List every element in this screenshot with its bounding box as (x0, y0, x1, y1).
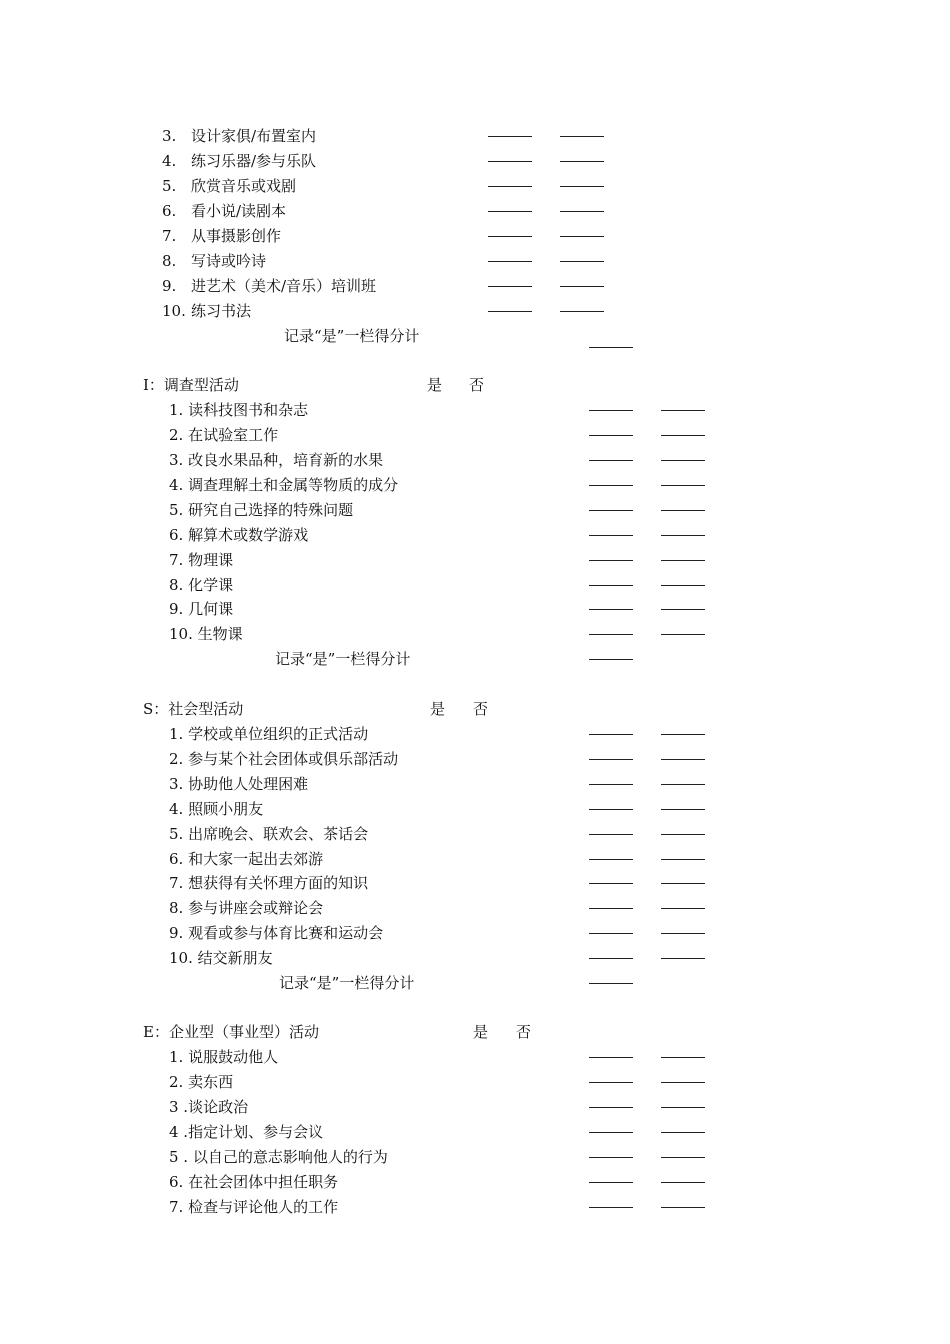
yes-blank[interactable] (488, 186, 532, 187)
yes-blank[interactable] (589, 410, 633, 411)
item-number: 4. (162, 152, 177, 170)
no-blank[interactable] (661, 460, 705, 461)
score-label: 记录“是”一栏得分计 (275, 650, 411, 668)
item-text: 8. 参与讲座会或辩论会 (169, 899, 324, 917)
no-blank[interactable] (661, 734, 705, 735)
yes-blank[interactable] (589, 485, 633, 486)
item-text: 6. 解算术或数学游戏 (169, 526, 309, 544)
item-text: 4 .指定计划、参与会议 (169, 1123, 324, 1141)
item-text: 1. 说服鼓动他人 (169, 1048, 279, 1066)
item-text: 6. 在社会团体中担任职务 (169, 1173, 339, 1191)
yes-blank[interactable] (589, 734, 633, 735)
no-blank[interactable] (560, 211, 604, 212)
yes-blank[interactable] (488, 136, 532, 137)
item-text: 9. 观看或参与体育比赛和运动会 (169, 924, 384, 942)
no-blank[interactable] (661, 634, 705, 635)
yes-blank[interactable] (589, 560, 633, 561)
item-text: 设计家俱/布置室内 (191, 127, 317, 145)
yes-blank[interactable] (589, 634, 633, 635)
yes-blank[interactable] (589, 908, 633, 909)
no-blank[interactable] (661, 933, 705, 934)
yes-column-header: 是 (430, 700, 446, 718)
yes-blank[interactable] (488, 236, 532, 237)
yes-blank[interactable] (589, 1107, 633, 1108)
item-number: 7. (162, 227, 177, 245)
no-blank[interactable] (661, 958, 705, 959)
no-blank[interactable] (661, 784, 705, 785)
item-text: 欣赏音乐或戏剧 (191, 177, 297, 195)
yes-blank[interactable] (589, 1157, 633, 1158)
yes-blank[interactable] (589, 460, 633, 461)
no-blank[interactable] (661, 1182, 705, 1183)
section-heading: S：社会型活动 (143, 700, 244, 718)
no-blank[interactable] (560, 286, 604, 287)
yes-blank[interactable] (589, 535, 633, 536)
no-blank[interactable] (661, 1132, 705, 1133)
yes-blank[interactable] (589, 759, 633, 760)
no-blank[interactable] (560, 261, 604, 262)
item-text: 5. 研究自己选择的特殊问题 (169, 501, 354, 519)
item-text: 2. 卖东西 (169, 1073, 234, 1091)
no-blank[interactable] (661, 859, 705, 860)
section-heading: I：调查型活动 (143, 376, 239, 394)
item-text: 7. 物理课 (169, 551, 234, 569)
item-number: 10. (162, 302, 186, 320)
yes-blank[interactable] (488, 311, 532, 312)
item-number: 5. (162, 177, 177, 195)
no-blank[interactable] (661, 1057, 705, 1058)
yes-blank[interactable] (589, 435, 633, 436)
item-text: 2. 在试验室工作 (169, 426, 279, 444)
yes-blank[interactable] (488, 286, 532, 287)
yes-blank[interactable] (589, 1082, 633, 1083)
yes-blank[interactable] (589, 609, 633, 610)
yes-blank[interactable] (488, 261, 532, 262)
item-text: 进艺术（美术/音乐）培训班 (191, 277, 377, 295)
no-blank[interactable] (661, 1107, 705, 1108)
item-text: 9. 几何课 (169, 600, 234, 618)
item-text: 1. 读科技图书和杂志 (169, 401, 309, 419)
yes-blank[interactable] (589, 933, 633, 934)
yes-blank[interactable] (589, 809, 633, 810)
item-text: 7. 检查与评论他人的工作 (169, 1198, 339, 1216)
item-text: 2. 参与某个社会团体或俱乐部活动 (169, 750, 399, 768)
score-blank[interactable] (589, 347, 633, 348)
score-label: 记录“是”一栏得分计 (284, 327, 420, 345)
item-text: 4. 照顾小朋友 (169, 800, 264, 818)
no-blank[interactable] (661, 435, 705, 436)
no-blank[interactable] (661, 410, 705, 411)
yes-blank[interactable] (589, 958, 633, 959)
item-text: 3. 协助他人处理困难 (169, 775, 309, 793)
yes-blank[interactable] (589, 1182, 633, 1183)
item-text: 10. 生物课 (169, 625, 243, 643)
yes-column-header: 是 (427, 376, 443, 394)
item-text: 看小说/读剧本 (191, 202, 287, 220)
no-blank[interactable] (560, 161, 604, 162)
no-blank[interactable] (560, 136, 604, 137)
no-blank[interactable] (560, 236, 604, 237)
item-number: 3. (162, 127, 177, 145)
item-number: 6. (162, 202, 177, 220)
yes-blank[interactable] (589, 510, 633, 511)
yes-blank[interactable] (488, 211, 532, 212)
item-number: 9. (162, 277, 177, 295)
no-blank[interactable] (661, 1082, 705, 1083)
yes-blank[interactable] (589, 1057, 633, 1058)
no-blank[interactable] (661, 535, 705, 536)
no-blank[interactable] (661, 485, 705, 486)
item-text: 10. 结交新朋友 (169, 949, 273, 967)
item-text: 写诗或吟诗 (191, 252, 267, 270)
item-text: 练习书法 (191, 302, 252, 320)
no-column-header: 否 (469, 376, 485, 394)
score-blank[interactable] (589, 983, 633, 984)
item-text: 1. 学校或单位组织的正式活动 (169, 725, 369, 743)
no-blank[interactable] (661, 1207, 705, 1208)
item-text: 6. 和大家一起出去郊游 (169, 850, 324, 868)
item-text: 3 .谈论政治 (169, 1098, 249, 1116)
no-blank[interactable] (661, 883, 705, 884)
item-text: 8. 化学课 (169, 576, 234, 594)
yes-column-header: 是 (473, 1023, 489, 1041)
item-text: 7. 想获得有关怀理方面的知识 (169, 874, 369, 892)
item-text: 4. 调查理解土和金属等物质的成分 (169, 476, 399, 494)
no-blank[interactable] (560, 186, 604, 187)
no-blank[interactable] (661, 585, 705, 586)
no-column-header: 否 (473, 700, 489, 718)
yes-blank[interactable] (589, 834, 633, 835)
yes-blank[interactable] (589, 1207, 633, 1208)
yes-blank[interactable] (589, 859, 633, 860)
no-blank[interactable] (661, 809, 705, 810)
no-blank[interactable] (661, 908, 705, 909)
no-blank[interactable] (661, 1157, 705, 1158)
no-blank[interactable] (661, 834, 705, 835)
no-blank[interactable] (661, 759, 705, 760)
yes-blank[interactable] (488, 161, 532, 162)
item-text: 从事摄影创作 (191, 227, 282, 245)
item-text: 5. 出席晚会、联欢会、茶话会 (169, 825, 369, 843)
item-text: 练习乐器/参与乐队 (191, 152, 317, 170)
yes-blank[interactable] (589, 784, 633, 785)
yes-blank[interactable] (589, 585, 633, 586)
no-blank[interactable] (661, 560, 705, 561)
no-blank[interactable] (560, 311, 604, 312)
score-blank[interactable] (589, 659, 633, 660)
section-heading: E：企业型（事业型）活动 (143, 1023, 319, 1041)
no-column-header: 否 (516, 1023, 532, 1041)
yes-blank[interactable] (589, 1132, 633, 1133)
item-text: 3. 改良水果品种，培育新的水果 (169, 451, 384, 469)
no-blank[interactable] (661, 609, 705, 610)
item-text: 5 . 以自己的意志影响他人的行为 (169, 1148, 388, 1166)
score-label: 记录“是”一栏得分计 (279, 974, 415, 992)
item-number: 8. (162, 252, 177, 270)
yes-blank[interactable] (589, 883, 633, 884)
no-blank[interactable] (661, 510, 705, 511)
